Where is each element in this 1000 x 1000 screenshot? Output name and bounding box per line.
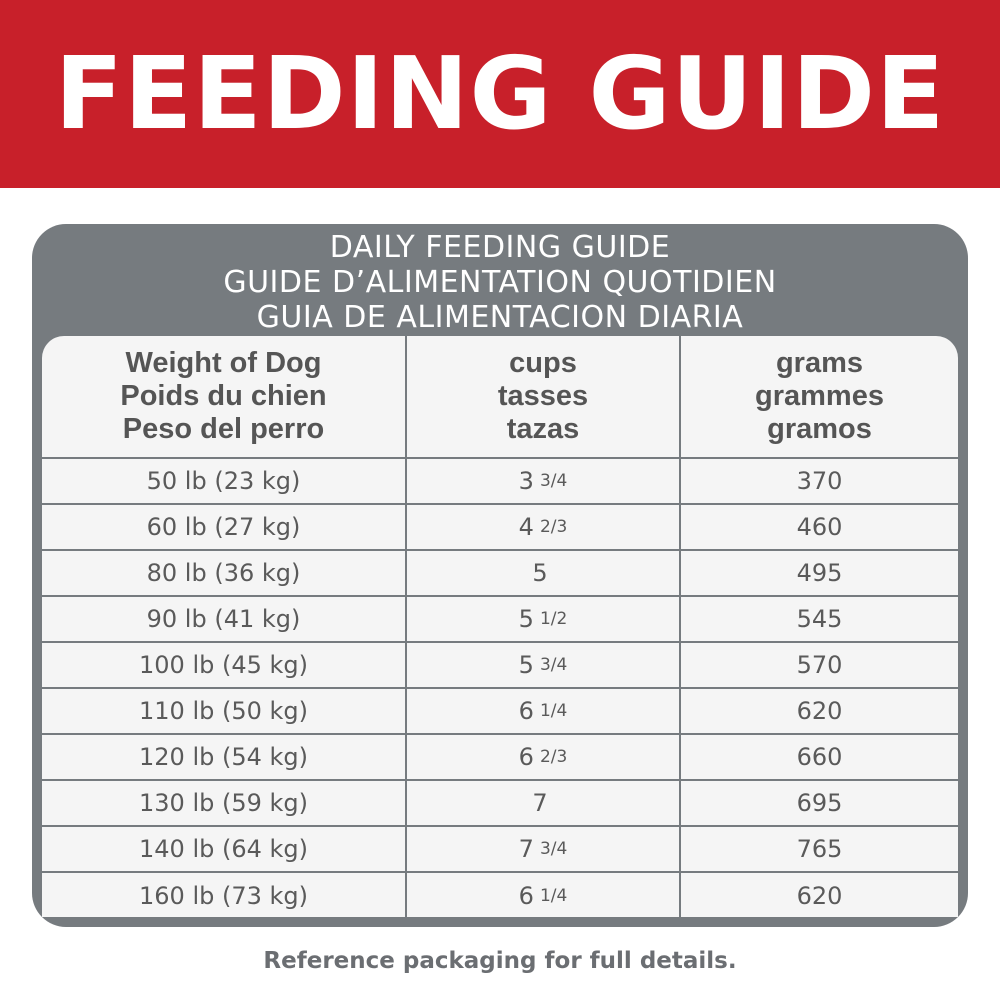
header-grams: [680, 336, 958, 458]
feeding-table: [42, 336, 958, 917]
cups-whole: 5: [532, 559, 548, 587]
grams-cell: 765: [680, 826, 958, 872]
panel-heading-en: DAILY FEEDING GUIDE: [329, 230, 671, 265]
header-weight: [42, 336, 406, 458]
panel-heading: [32, 230, 968, 335]
grams-cell: 570: [680, 642, 958, 688]
header-weight-fr: Poids du chien: [120, 380, 327, 412]
header-grams-fr: grammes: [755, 380, 884, 412]
weight-cell: 80 lb (36 kg): [42, 550, 406, 596]
header-cups-en: cups: [509, 347, 577, 379]
cups-fraction: 2/3: [539, 517, 568, 537]
grams-cell: 660: [680, 734, 958, 780]
table-row: [42, 780, 958, 826]
panel-heading-fr: GUIDE D’ALIMENTATION QUOTIDIEN: [223, 265, 777, 300]
cups-whole: 5: [518, 605, 534, 633]
weight-cell: 60 lb (27 kg): [42, 504, 406, 550]
table-row: [42, 826, 958, 872]
weight-cell: 130 lb (59 kg): [42, 780, 406, 826]
cups-whole: 6: [518, 697, 534, 725]
table-row: [42, 458, 958, 504]
grams-cell: 620: [796, 881, 843, 910]
cups-whole: 7: [532, 789, 548, 817]
weight-cell: 140 lb (64 kg): [42, 826, 406, 872]
table-row: [42, 550, 958, 596]
cups-cell: [406, 734, 680, 780]
table-header-row: [42, 336, 958, 458]
header-cups-fr: tasses: [497, 380, 589, 412]
grams-cell: 620: [680, 688, 958, 734]
title-banner: [0, 0, 1000, 188]
table-row: [42, 504, 958, 550]
page-title: FEEDING GUIDE: [54, 35, 946, 152]
header-weight-es: Peso del perro: [122, 413, 325, 445]
cups-cell: [406, 780, 680, 826]
cups-cell: [406, 596, 680, 642]
cups-fraction: 1/4: [539, 885, 568, 906]
table-row: [42, 596, 958, 642]
feeding-guide-panel: [32, 224, 968, 927]
cups-cell: [406, 872, 680, 917]
cups-cell: [406, 826, 680, 872]
cups-cell: [406, 458, 680, 504]
cups-whole: 5: [518, 651, 534, 679]
grams-cell: 460: [680, 504, 958, 550]
weight-cell: 160 lb (73 kg): [42, 872, 406, 917]
header-grams-en: grams: [775, 347, 864, 379]
weight-cell: 110 lb (50 kg): [42, 688, 406, 734]
footer-note: Reference packaging for full details.: [263, 948, 737, 974]
cups-whole: 4: [518, 513, 534, 541]
cups-fraction: 1/4: [539, 701, 568, 721]
cups-cell: [406, 642, 680, 688]
weight-cell: 120 lb (54 kg): [42, 734, 406, 780]
header-cups: [406, 336, 680, 458]
table-row: [42, 734, 958, 780]
cups-fraction: 2/3: [539, 747, 568, 767]
weight-cell: 50 lb (23 kg): [42, 458, 406, 504]
grams-cell: 370: [680, 458, 958, 504]
table-row: [42, 872, 958, 917]
cups-whole: 3: [518, 467, 534, 495]
cups-cell: [406, 688, 680, 734]
header-cups-es: tazas: [506, 413, 580, 445]
cups-fraction: 3/4: [539, 839, 568, 859]
cups-whole: 6: [518, 881, 534, 910]
cups-cell: [406, 550, 680, 596]
table-row: [42, 688, 958, 734]
cups-whole: 7: [518, 835, 534, 863]
cups-fraction: 3/4: [539, 655, 568, 675]
cups-fraction: 3/4: [539, 471, 568, 491]
panel-heading-es: GUIA DE ALIMENTACION DIARIA: [256, 300, 744, 335]
grams-cell: 695: [680, 780, 958, 826]
weight-cell: 100 lb (45 kg): [42, 642, 406, 688]
cups-whole: 6: [518, 743, 534, 771]
cups-cell: [406, 504, 680, 550]
grams-cell: 545: [680, 596, 958, 642]
feeding-table-container: [42, 336, 958, 917]
header-grams-es: gramos: [767, 413, 872, 445]
cups-fraction: 1/2: [539, 609, 568, 629]
header-weight-en: Weight of Dog: [125, 347, 322, 379]
weight-cell: 90 lb (41 kg): [42, 596, 406, 642]
table-row: [42, 642, 958, 688]
grams-cell: 495: [680, 550, 958, 596]
